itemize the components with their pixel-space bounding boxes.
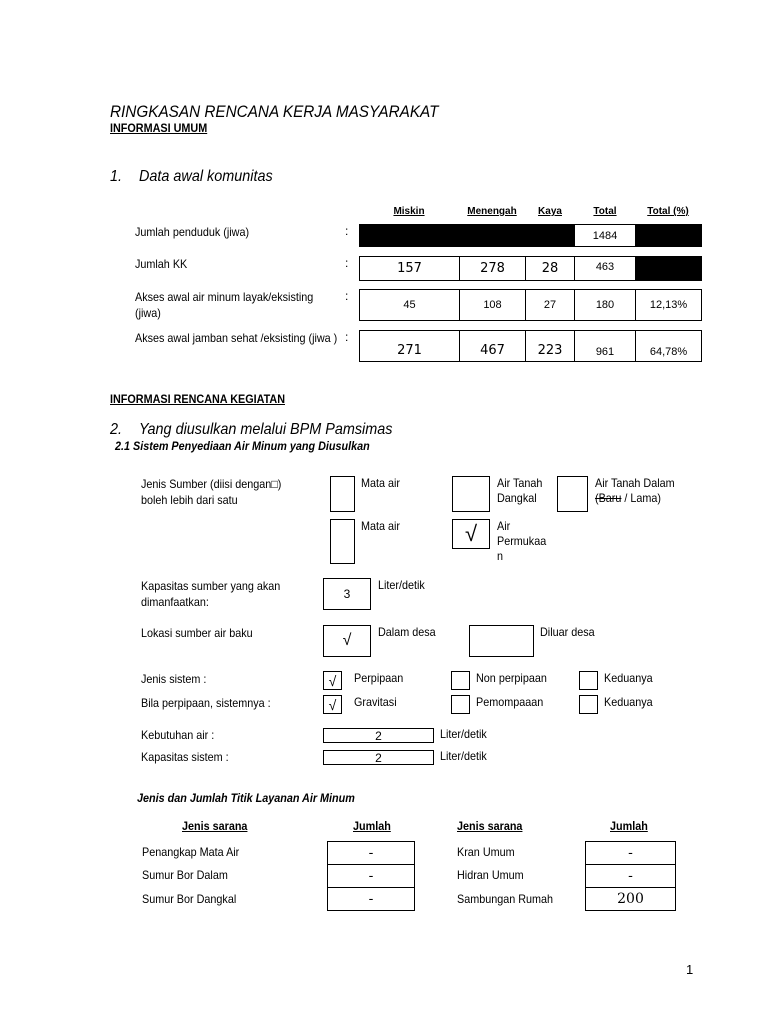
page-number: 1 — [686, 962, 694, 977]
kapasitas-sistem-value[interactable]: 2 — [323, 750, 434, 765]
sarana-jumlah[interactable]: - — [327, 864, 415, 888]
akses-jamban-menengah: 467 — [459, 330, 526, 362]
jumlah-kk-kaya: 28 — [525, 256, 575, 281]
akses-air-kaya: 27 — [525, 289, 575, 321]
option-gravitasi: Gravitasi — [354, 695, 397, 709]
checkbox-mata-air-2[interactable] — [330, 519, 355, 564]
row-colon: : — [345, 330, 349, 344]
option-keduanya-perpipaan: Keduanya — [604, 695, 653, 709]
column-header-miskin: Miskin — [393, 206, 425, 217]
kapasitas-sumber-unit: Liter/detik — [378, 578, 425, 592]
checkbox-air-tanah-dangkal[interactable] — [452, 476, 490, 512]
jenis-sumber-label: Jenis Sumber (diisi dengan□) boleh lebih dari satu — [141, 477, 282, 507]
layanan-left-col-sarana: Jenis sarana — [182, 819, 248, 833]
redacted-cell — [359, 224, 575, 247]
layanan-title: Jenis dan Jumlah Titik Layanan Air Minum — [137, 791, 355, 805]
section-1-number: 1. — [110, 168, 123, 185]
column-header-total: Total — [593, 206, 617, 217]
sarana-jumlah[interactable]: - — [585, 864, 676, 888]
akses-air-total-percent: 12,13% — [635, 289, 702, 321]
redacted-cell — [635, 256, 702, 281]
option-air-tanah-dalam: Air Tanah Dalam — [595, 476, 675, 490]
checkbox-gravitasi[interactable]: √ — [323, 695, 342, 714]
checkbox-pemompaan[interactable] — [451, 695, 470, 714]
bila-perpipaan-label: Bila perpipaan, sistemnya : — [141, 696, 271, 710]
option-air-permukaan: Air Permukaa n — [497, 519, 547, 563]
checkbox-keduanya-sistem[interactable] — [579, 671, 598, 690]
sarana-name: Penangkap Mata Air — [142, 845, 240, 859]
option-lama: / Lama) — [621, 491, 662, 505]
checkbox-mata-air-1[interactable] — [330, 476, 355, 512]
row-label-jumlah-penduduk: Jumlah penduduk (jiwa) — [135, 225, 250, 239]
jumlah-kk-menengah: 278 — [459, 256, 526, 281]
kapasitas-sumber-value[interactable]: 3 — [323, 578, 371, 610]
row-label-akses-jamban: Akses awal jamban sehat /eksisting (jiwa ) — [135, 331, 338, 345]
jumlah-penduduk-total: 1484 — [574, 224, 636, 247]
jumlah-kk-total: 463 — [574, 256, 636, 281]
option-mata-air-2: Mata air — [361, 519, 401, 533]
option-air-tanah-dalam-type — [595, 491, 661, 506]
sarana-name: Sambungan Rumah — [457, 892, 554, 906]
column-header-total-percent: Total (%) — [647, 206, 689, 217]
subsection-2-1-title: 2.1 Sistem Penyediaan Air Minum yang Diusulkan — [115, 439, 370, 453]
sarana-name: Hidran Umum — [457, 868, 524, 882]
checkbox-dalam-desa[interactable]: √ — [323, 625, 371, 657]
checkbox-air-permukaan[interactable]: √ — [452, 519, 490, 549]
sarana-name: Sumur Bor Dangkal — [142, 892, 237, 906]
sarana-jumlah[interactable]: 200 — [585, 887, 676, 911]
column-header-menengah: Menengah — [467, 206, 517, 217]
section-2-title: Yang diusulkan melalui BPM Pamsimas — [139, 421, 393, 438]
option-diluar-desa: Diluar desa — [540, 625, 595, 639]
row-colon: : — [345, 256, 349, 270]
akses-jamban-kaya: 223 — [525, 330, 575, 362]
redacted-cell — [635, 224, 702, 247]
plan-info-heading: INFORMASI RENCANA KEGIATAN — [110, 392, 285, 406]
lokasi-sumber-label: Lokasi sumber air baku — [141, 626, 253, 640]
layanan-right-col-sarana: Jenis sarana — [457, 819, 523, 833]
akses-air-total: 180 — [574, 289, 636, 321]
option-non-perpipaan: Non perpipaan — [476, 671, 547, 685]
kebutuhan-air-unit: Liter/detik — [440, 727, 487, 741]
column-header-kaya: Kaya — [538, 206, 562, 217]
akses-air-miskin: 45 — [359, 289, 460, 321]
sarana-jumlah[interactable]: - — [585, 841, 676, 865]
checkbox-air-tanah-dalam[interactable] — [557, 476, 588, 512]
kebutuhan-air-value[interactable]: 2 — [323, 728, 434, 743]
option-dalam-desa: Dalam desa — [378, 625, 436, 639]
akses-jamban-total-percent: 64,78% — [635, 330, 702, 362]
akses-air-menengah: 108 — [459, 289, 526, 321]
row-colon: : — [345, 224, 349, 238]
option-mata-air-1: Mata air — [361, 476, 401, 490]
kapasitas-sistem-unit: Liter/detik — [440, 749, 487, 763]
row-colon: : — [345, 289, 349, 303]
checkbox-keduanya-perpipaan[interactable] — [579, 695, 598, 714]
layanan-left-col-jumlah: Jumlah — [353, 819, 391, 833]
sarana-jumlah[interactable]: - — [327, 841, 415, 865]
document-title: RINGKASAN RENCANA KERJA MASYARAKAT — [110, 102, 439, 121]
sarana-jumlah[interactable]: - — [327, 887, 415, 911]
layanan-right-col-jumlah: Jumlah — [610, 819, 648, 833]
kapasitas-sistem-label: Kapasitas sistem : — [141, 750, 229, 764]
sarana-name: Kran Umum — [457, 845, 515, 859]
option-baru-struck: (Baru — [595, 491, 622, 505]
option-pemompaan: Pemompaaan — [476, 695, 544, 709]
jenis-sistem-label: Jenis sistem : — [141, 672, 207, 686]
akses-jamban-total: 961 — [574, 330, 636, 362]
akses-jamban-miskin: 271 — [359, 330, 460, 362]
jumlah-kk-miskin: 157 — [359, 256, 460, 281]
general-info-heading: INFORMASI UMUM — [110, 121, 208, 135]
row-label-jumlah-kk: Jumlah KK — [135, 257, 188, 271]
checkbox-non-perpipaan[interactable] — [451, 671, 470, 690]
row-label-akses-air-minum: Akses awal air minum layak/eksisting (jiwa) — [135, 290, 314, 320]
option-perpipaan: Perpipaan — [354, 671, 404, 685]
kebutuhan-air-label: Kebutuhan air : — [141, 728, 215, 742]
option-air-tanah-dangkal: Air Tanah Dangkal — [497, 476, 543, 505]
kapasitas-sumber-label: Kapasitas sumber yang akan dimanfaatkan: — [141, 579, 281, 609]
checkbox-perpipaan[interactable]: √ — [323, 671, 342, 690]
checkbox-diluar-desa[interactable] — [469, 625, 534, 657]
option-keduanya-sistem: Keduanya — [604, 671, 653, 685]
section-1-title: Data awal komunitas — [139, 168, 273, 185]
section-2-number: 2. — [110, 421, 123, 438]
sarana-name: Sumur Bor Dalam — [142, 868, 228, 882]
